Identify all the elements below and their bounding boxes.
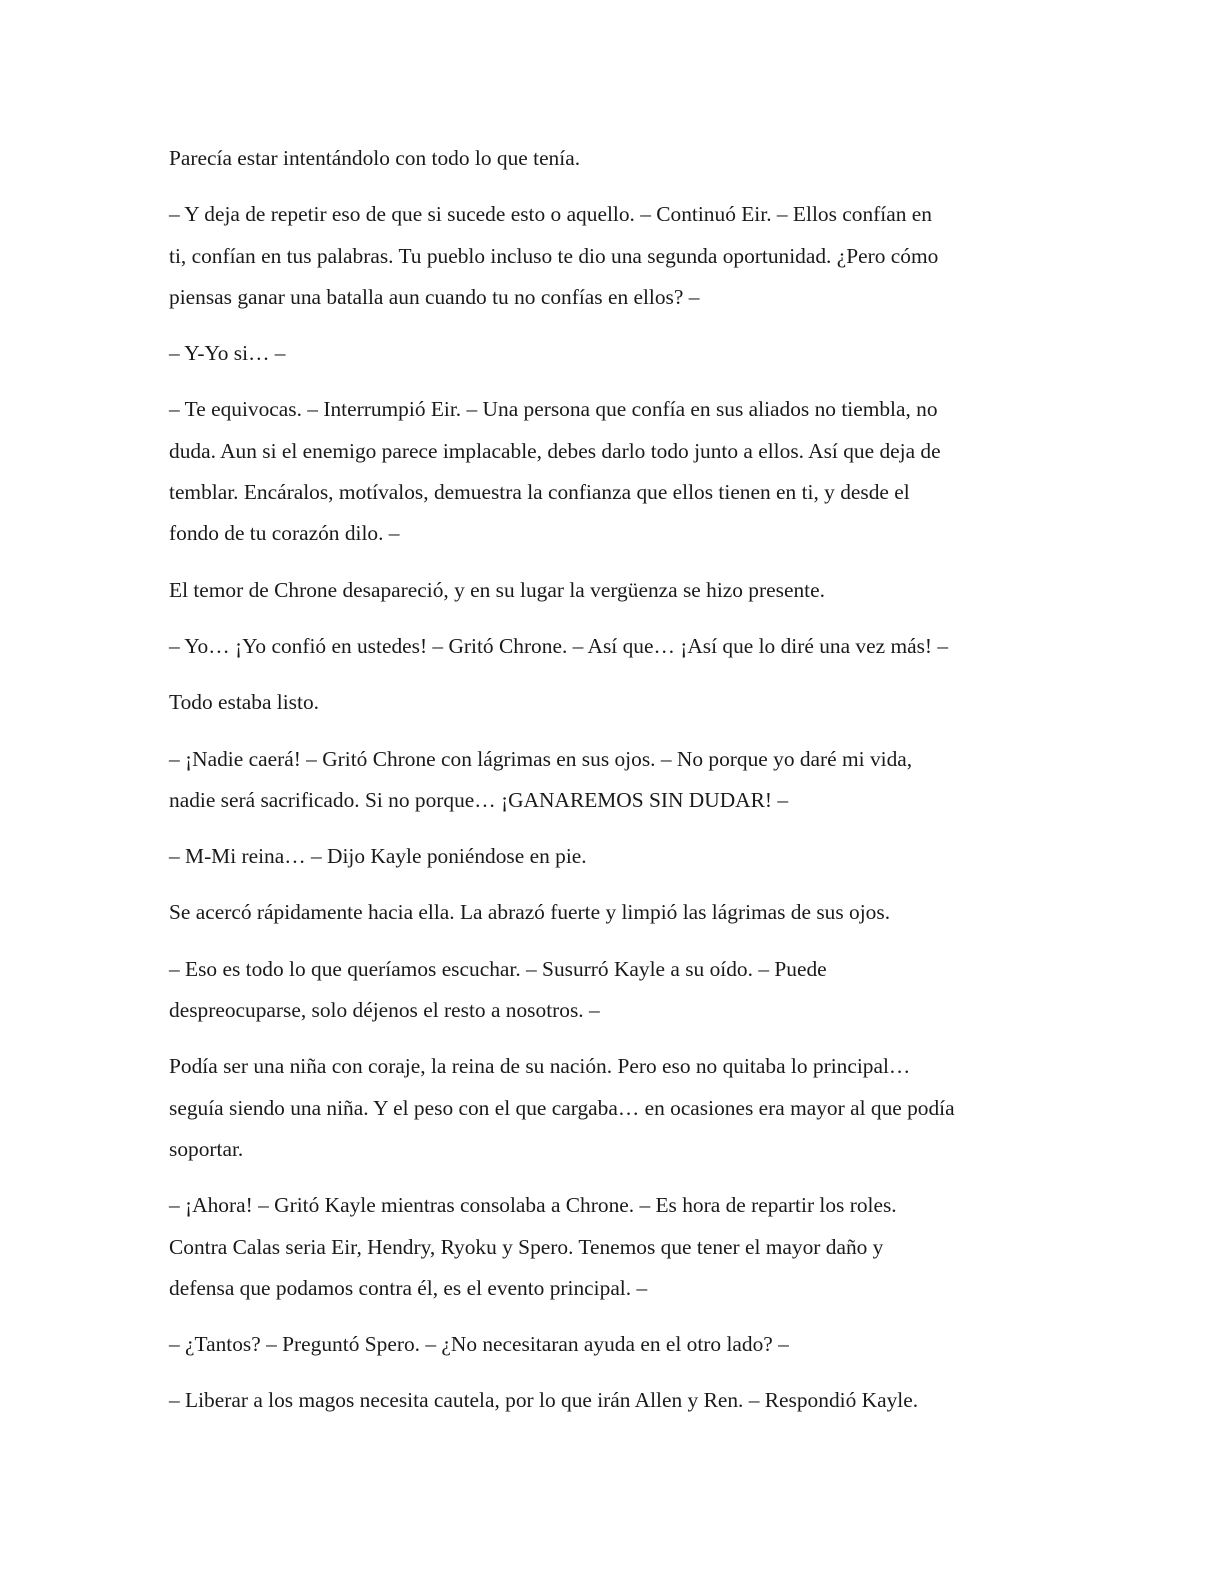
paragraph <box>169 949 1049 1032</box>
text-line: – Te equivocas. – Interrumpió Eir. – Una persona que confía en sus aliados no tiembla, no <box>169 397 938 422</box>
text-line: Parecía estar intentándolo con todo lo que tenía. <box>169 146 581 170</box>
text-line: – Yo… ¡Yo confió en ustedes! – Gritó Chrone. – Así que… ¡Así que lo diré una vez más! – <box>169 633 949 658</box>
paragraph <box>169 626 1049 667</box>
text-line: Todo estaba listo. <box>169 690 319 715</box>
text-line: fondo de tu corazón dilo. – <box>169 521 400 546</box>
paragraph <box>169 194 1049 318</box>
text-line: despreocuparse, solo déjenos el resto a nosotros. – <box>169 998 600 1023</box>
paragraph <box>169 836 1049 877</box>
paragraph <box>169 739 1049 822</box>
text-line: – ¡Ahora! – Gritó Kayle mientras consolaba a Chrone. – Es hora de repartir los roles. <box>169 1193 897 1218</box>
text-line: El temor de Chrone desapareció, y en su lugar la vergüenza se hizo presente. <box>169 577 825 602</box>
paragraph <box>169 892 1049 933</box>
text-line: – Y deja de repetir eso de que si sucede esto o aquello. – Continuó Eir. – Ellos confían en <box>169 202 932 227</box>
paragraph <box>169 1380 1049 1421</box>
paragraph <box>169 570 1049 611</box>
paragraph <box>169 1185 1049 1309</box>
text-line: ti, confían en tus palabras. Tu pueblo incluso te dio una segunda oportunidad. ¿Pero cómo <box>169 243 939 268</box>
paragraph <box>169 138 1049 179</box>
text-line: – Eso es todo lo que queríamos escuchar. – Susurró Kayle a su oído. – Puede <box>169 956 827 981</box>
paragraph <box>169 1046 1049 1170</box>
paragraph <box>169 389 1049 554</box>
text-line: – M-Mi reina… – Dijo Kayle poniéndose en pie. <box>169 844 587 869</box>
paragraph <box>169 682 1049 723</box>
text-line: Se acercó rápidamente hacia ella. La abrazó fuerte y limpió las lágrimas de sus ojos. <box>169 900 891 925</box>
text-line: – Liberar a los magos necesita cautela, por lo que irán Allen y Ren. – Respondió Kayle. <box>169 1388 919 1413</box>
text-line: duda. Aun si el enemigo parece implacable, debes darlo todo junto a ellos. Así que deja de <box>169 438 941 463</box>
text-line: temblar. Encáralos, motívalos, demuestra la confianza que ellos tienen en ti, y desde el <box>169 480 910 505</box>
text-line: Contra Calas seria Eir, Hendry, Ryoku y Spero. Tenemos que tener el mayor daño y <box>169 1234 884 1259</box>
text-line: Podía ser una niña con coraje, la reina de su nación. Pero eso no quitaba lo principal… <box>169 1054 911 1079</box>
document-body <box>169 138 1049 1437</box>
text-line: nadie será sacrificado. Si no porque… ¡GANAREMOS SIN DUDAR! – <box>169 787 789 812</box>
text-line: soportar. <box>169 1136 244 1161</box>
text-line: – ¡Nadie caerá! – Gritó Chrone con lágrimas en sus ojos. – No porque yo daré mi vida, <box>169 746 913 771</box>
text-line: – ¿Tantos? – Preguntó Spero. – ¿No necesitaran ayuda en el otro lado? – <box>169 1332 789 1357</box>
text-line: seguía siendo una niña. Y el peso con el que cargaba… en ocasiones era mayor al que podía <box>169 1095 955 1120</box>
paragraph <box>169 1324 1049 1365</box>
text-line: – Y-Yo si… – <box>169 341 286 366</box>
text-line: defensa que podamos contra él, es el evento principal. – <box>169 1275 648 1300</box>
text-line: piensas ganar una batalla aun cuando tu no confías en ellos? – <box>169 284 700 309</box>
paragraph <box>169 333 1049 374</box>
